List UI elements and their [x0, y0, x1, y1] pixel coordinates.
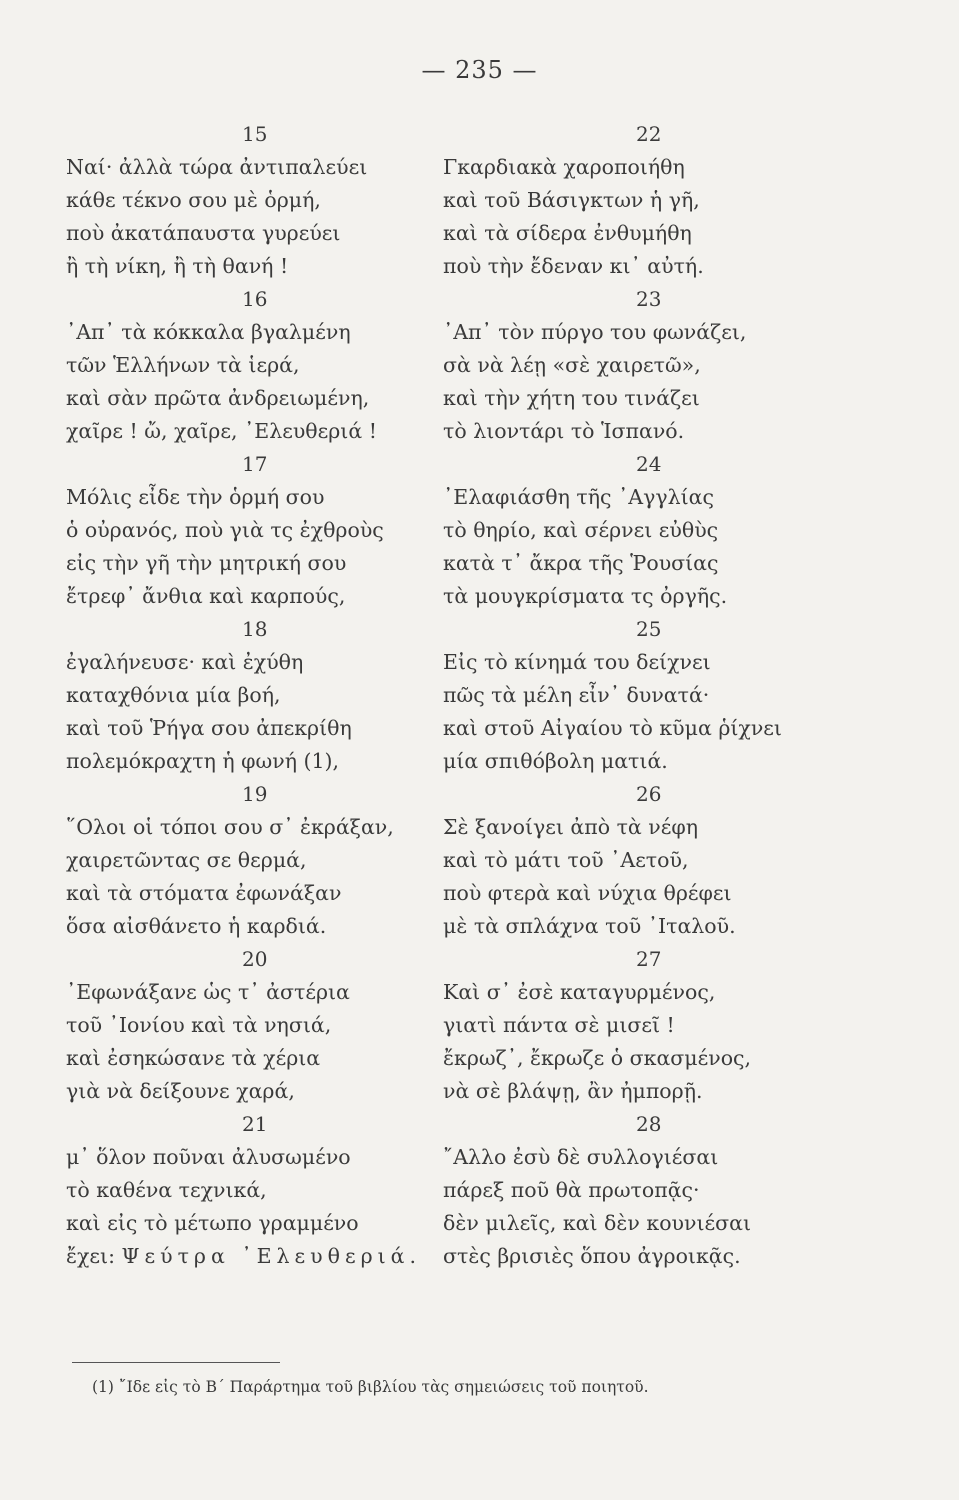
verse-text: Γκαρδιακὰ χαροποιήθη	[443, 155, 685, 179]
right-column	[443, 118, 913, 1273]
verse-line	[443, 811, 913, 844]
stanza	[443, 943, 913, 1108]
stanza-number: 19	[242, 782, 268, 806]
stanza-number: 20	[242, 947, 268, 971]
left-column	[66, 118, 456, 1273]
stanza	[66, 778, 456, 943]
verse-text: ἔτρεφ᾿ ἄνθια καὶ καρπούς,	[66, 584, 346, 608]
verse-text: μία σπιθόβολη ματιά.	[443, 749, 668, 773]
verse-text: χαιρετῶντας σε θερμά,	[66, 848, 307, 872]
verse-line	[443, 316, 913, 349]
verse-line	[66, 481, 456, 514]
verse-text: καὶ τοῦ Βάσιγκτων ἡ γῆ,	[443, 188, 700, 212]
footnote-rule	[72, 1362, 280, 1363]
verse-line	[443, 910, 913, 943]
verse-text: πάρεξ ποῦ θὰ πρωτοπᾷς·	[443, 1178, 700, 1202]
verse-line	[66, 316, 456, 349]
verse-line	[66, 580, 456, 613]
verse-line	[443, 415, 913, 448]
verse-line	[66, 712, 456, 745]
verse-line	[443, 1141, 913, 1174]
verse-line	[443, 1042, 913, 1075]
verse-line	[443, 151, 913, 184]
verse-text: ῎Αλλο ἐσὺ δὲ συλλογιέσαι	[443, 1145, 719, 1169]
verse-line	[66, 646, 456, 679]
verse-line	[66, 811, 456, 844]
stanza-number: 28	[636, 1112, 662, 1136]
verse-text: καταχθόνια μία βοή,	[66, 683, 281, 707]
verse-text: ᾿Ελαφιάσθη τῆς ᾿Αγγλίας	[443, 485, 714, 509]
verse-text: Μόλις εἶδε τὴν ὁρμή σου	[66, 485, 325, 509]
stanza-number: 15	[242, 122, 268, 146]
verse-line	[66, 217, 456, 250]
verse-text: τῶν Ἑλλήνων τὰ ἱερά,	[66, 353, 300, 377]
verse-line	[66, 1042, 456, 1075]
verse-line	[66, 910, 456, 943]
verse-text: σὰ νὰ λέῃ «σὲ χαιρετῶ»,	[443, 353, 701, 377]
verse-text: καὶ τὸ μάτι τοῦ ᾿Αετοῦ,	[443, 848, 689, 872]
stanza	[443, 778, 913, 943]
verse-text: ῞Ολοι οἱ τόποι σου σ᾿ ἐκράξαν,	[66, 815, 394, 839]
stanza-number: 21	[242, 1112, 268, 1136]
verse-text: ἔχει:	[66, 1244, 115, 1268]
verse-text: γιατὶ πάντα σὲ μισεῖ !	[443, 1013, 675, 1037]
footnote: (1) ῎Ιδε εἰς τὸ Β΄ Παράρτημα τοῦ βιβλίου τὰς σημειώσεις τοῦ ποιητοῦ.	[92, 1378, 649, 1396]
verse-line	[66, 1075, 456, 1108]
verse-line	[443, 976, 913, 1009]
verse-text: καὶ τοῦ Ῥήγα σου ἀπεκρίθη	[66, 716, 352, 740]
verse-text: καὶ ἐσηκώσανε τὰ χέρια	[66, 1046, 321, 1070]
stanza	[443, 118, 913, 283]
verse-line	[66, 151, 456, 184]
verse-text: εἰς τὴν γῆ τὴν μητρική σου	[66, 551, 347, 575]
verse-line	[443, 349, 913, 382]
verse-line	[443, 745, 913, 778]
verse-text: ἔκρωζ᾿, ἔκρωζε ὁ σκασμένος,	[443, 1046, 752, 1070]
verse-text: ἢ τὴ νίκη, ἢ τὴ θανή !	[66, 254, 289, 278]
verse-text: τὸ θηρίο, καὶ σέρνει εὐθὺς	[443, 518, 719, 542]
verse-line	[66, 1240, 456, 1273]
verse-text: ποὺ φτερὰ καὶ νύχια θρέφει	[443, 881, 732, 905]
stanza-number: 26	[636, 782, 662, 806]
verse-line	[66, 877, 456, 910]
verse-text: ἐγαλήνευσε· καὶ ἐχύθη	[66, 650, 304, 674]
verse-text: πῶς τὰ μέλη εἶν᾿ δυνατά·	[443, 683, 710, 707]
stanza-number: 27	[636, 947, 662, 971]
verse-text: τὰ μουγκρίσματα τς ὀργῆς.	[443, 584, 728, 608]
stanza-number: 22	[636, 122, 662, 146]
verse-text: κάθε τέκνο σου μὲ ὁρμή,	[66, 188, 321, 212]
verse-text: χαῖρε ! ὤ, χαῖρε, ᾿Ελευθεριά !	[66, 419, 377, 443]
verse-line	[443, 1075, 913, 1108]
verse-text: καὶ στοῦ Αἰγαίου τὸ κῦμα ῥίχνει	[443, 716, 782, 740]
stanza-number: 16	[242, 287, 268, 311]
stanza	[66, 1108, 456, 1273]
verse-line	[443, 250, 913, 283]
stanza-number: 18	[242, 617, 268, 641]
verse-line	[66, 415, 456, 448]
verse-text: ὅσα αἰσθάνετο ἡ καρδιά.	[66, 914, 327, 938]
verse-text: Εἰς τὸ κίνημά του δείχνει	[443, 650, 711, 674]
verse-text: ὁ οὐρανός, ποὺ γιὰ τς ἐχθροὺς	[66, 518, 384, 542]
verse-text: καὶ σὰν πρῶτα ἀνδρειωμένη,	[66, 386, 370, 410]
verse-line	[443, 712, 913, 745]
verse-text: νὰ σὲ βλάψῃ, ἂν ἠμπορῇ.	[443, 1079, 703, 1103]
verse-line	[66, 1174, 456, 1207]
verse-line	[443, 646, 913, 679]
verse-line	[443, 217, 913, 250]
verse-line	[443, 481, 913, 514]
verse-text: Ναί· ἀλλὰ τώρα ἀντιπαλεύει	[66, 155, 368, 179]
verse-line	[66, 349, 456, 382]
verse-line	[66, 547, 456, 580]
verse-line	[66, 976, 456, 1009]
stanza	[66, 283, 456, 448]
verse-line	[66, 1207, 456, 1240]
verse-text: καὶ τὴν χήτη του τινάζει	[443, 386, 700, 410]
verse-line	[66, 514, 456, 547]
verse-text: ᾿Απ᾿ τὸν πύργο του φωνάζει,	[443, 320, 747, 344]
stanza	[66, 613, 456, 778]
verse-text: γιὰ νὰ δείξουνε χαρά,	[66, 1079, 295, 1103]
verse-line	[443, 1174, 913, 1207]
spaced-verse-text: Ψεύτρα ᾿Ελευθεριά.	[121, 1244, 422, 1268]
stanza-number: 23	[636, 287, 662, 311]
verse-text: καὶ τὰ στόματα ἐφωνάξαν	[66, 881, 342, 905]
stanza	[66, 943, 456, 1108]
verse-text: δὲν μιλεῖς, καὶ δὲν κουνιέσαι	[443, 1211, 751, 1235]
verse-text: τὸ λιοντάρι τὸ Ἱσπανό.	[443, 419, 685, 443]
verse-line	[66, 382, 456, 415]
verse-line	[66, 679, 456, 712]
verse-text: Σὲ ξανοίγει ἀπὸ τὰ νέφη	[443, 815, 699, 839]
verse-text: κατὰ τ᾿ ἄκρα τῆς Ῥουσίας	[443, 551, 719, 575]
verse-line	[443, 679, 913, 712]
stanza	[443, 448, 913, 613]
verse-text: ποὺ τὴν ἔδεναν κι᾿ αὐτή.	[443, 254, 704, 278]
stanza-number: 25	[636, 617, 662, 641]
verse-text: ᾿Εφωνάξανε ὡς τ᾿ ἀστέρια	[66, 980, 350, 1004]
verse-line	[443, 184, 913, 217]
verse-text: ᾿Απ᾿ τὰ κόκκαλα βγαλμένη	[66, 320, 351, 344]
verse-line	[443, 580, 913, 613]
verse-line	[443, 514, 913, 547]
verse-line	[443, 877, 913, 910]
verse-text: στὲς βρισιὲς ὅπου ἀγροικᾷς.	[443, 1244, 741, 1268]
verse-line	[443, 382, 913, 415]
stanza-number: 17	[242, 452, 268, 476]
stanza	[66, 118, 456, 283]
stanza	[66, 448, 456, 613]
stanza	[443, 613, 913, 778]
verse-text: καὶ τὰ σίδερα ἐνθυμήθη	[443, 221, 692, 245]
verse-line	[66, 1009, 456, 1042]
verse-line	[66, 250, 456, 283]
stanza-number: 24	[636, 452, 662, 476]
verse-text: Καὶ σ᾿ ἐσὲ καταγυρμένος,	[443, 980, 716, 1004]
verse-text: μ᾿ ὅλον ποῦναι ἀλυσωμένο	[66, 1145, 351, 1169]
verse-line	[66, 745, 456, 778]
page-number: — 235 —	[421, 56, 538, 84]
verse-text: τοῦ ᾿Ιονίου καὶ τὰ νησιά,	[66, 1013, 332, 1037]
verse-line	[443, 1009, 913, 1042]
verse-line	[443, 844, 913, 877]
stanza	[443, 1108, 913, 1273]
verse-text: τὸ καθένα τεχνικά,	[66, 1178, 267, 1202]
verse-text: πολεμόκραχτη ἡ φωνή (1),	[66, 749, 340, 773]
verse-text: μὲ τὰ σπλάχνα τοῦ ᾿Ιταλοῦ.	[443, 914, 736, 938]
verse-line	[443, 547, 913, 580]
verse-line	[443, 1240, 913, 1273]
verse-line	[66, 844, 456, 877]
verse-text: ποὺ ἀκατάπαυστα γυρεύει	[66, 221, 341, 245]
verse-line	[66, 184, 456, 217]
verse-line	[66, 1141, 456, 1174]
verse-text: καὶ εἰς τὸ μέτωπο γραμμένο	[66, 1211, 359, 1235]
verse-line	[443, 1207, 913, 1240]
stanza	[443, 283, 913, 448]
